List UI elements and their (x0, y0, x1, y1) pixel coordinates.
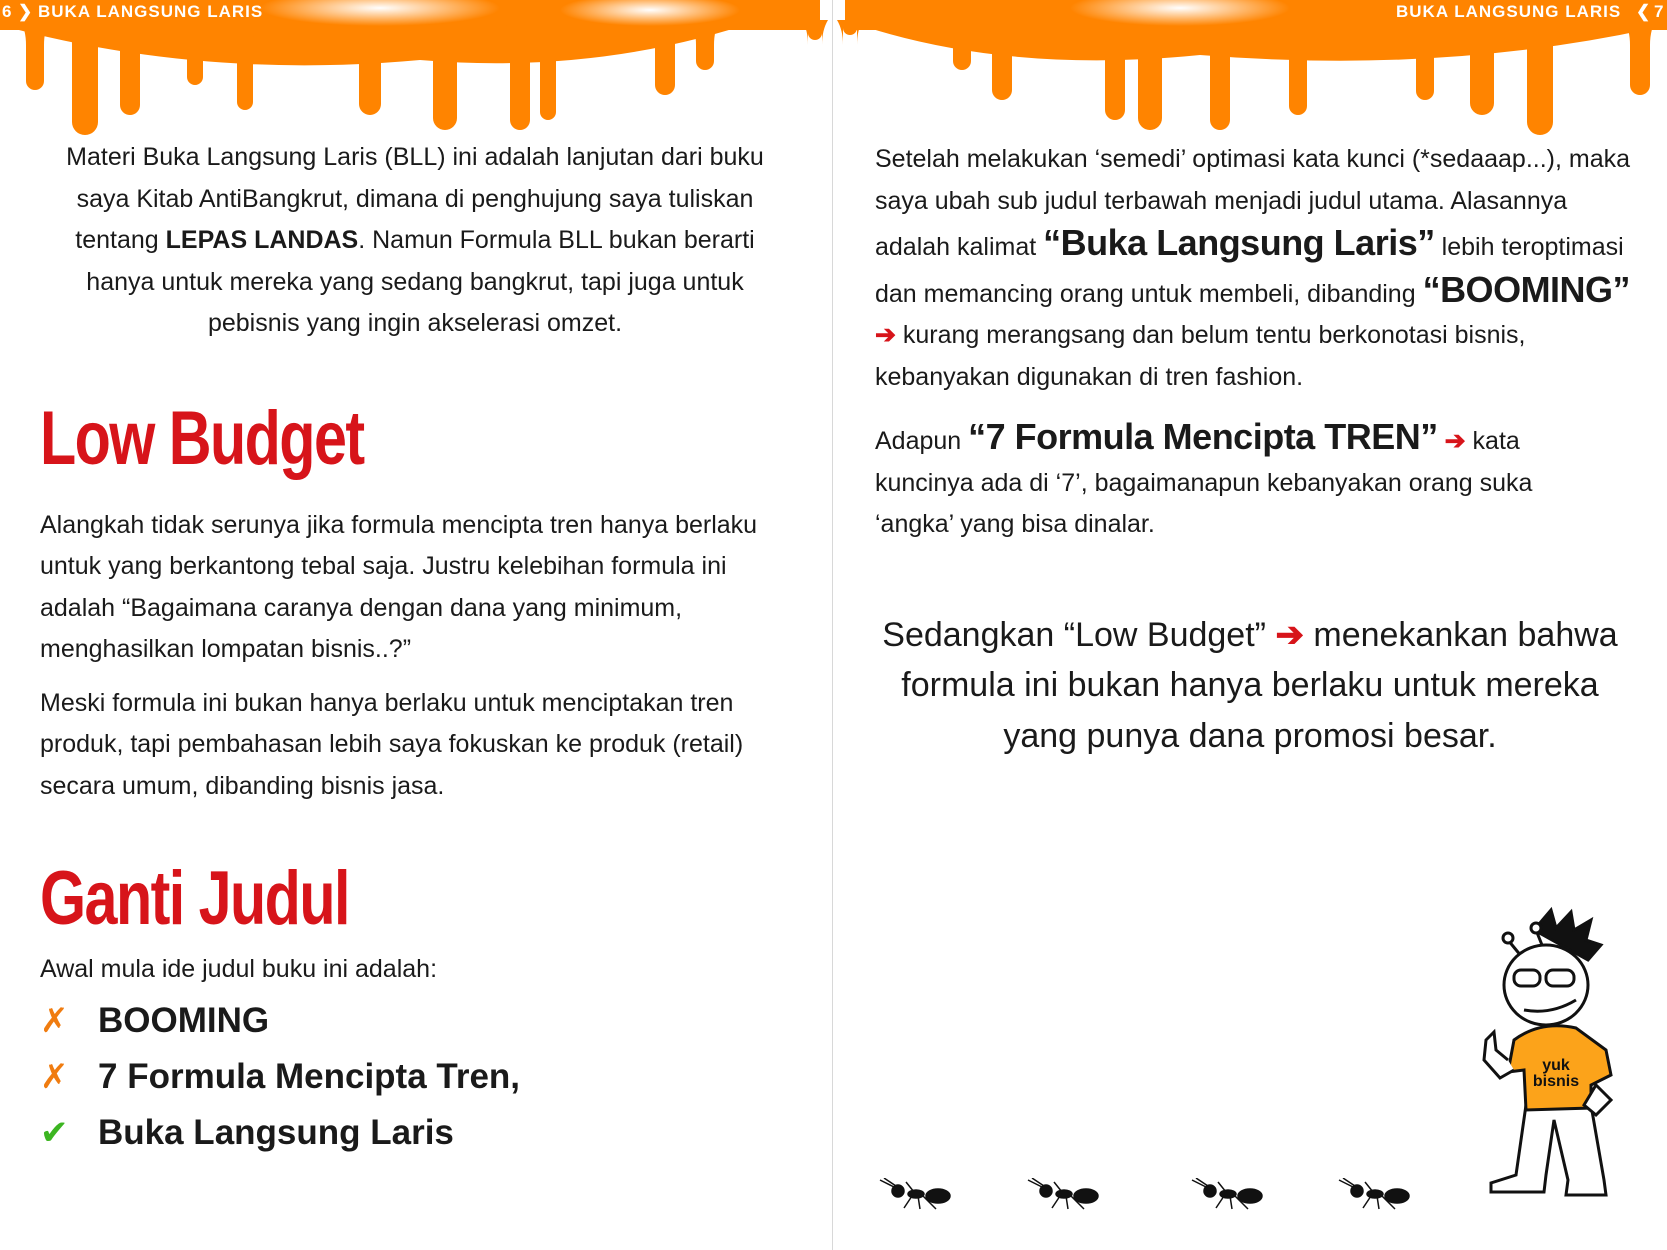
arrow-right-icon: ➔ (1444, 427, 1466, 455)
right-page (875, 139, 1645, 761)
text: kata kuncinya ada di ‘7’, bagaimanapun kebanyakan orang suka ‘angka’ yang bisa dinalar. (875, 427, 1533, 538)
drip-shape (1464, 20, 1500, 115)
drip-shape (1521, 20, 1559, 135)
list-item (40, 1049, 800, 1105)
title-options-list (40, 993, 800, 1161)
running-title-right: BUKA LANGSUNG LARIS (1396, 2, 1622, 21)
drip-shape (802, 20, 828, 45)
page-number-right: 7 (1654, 2, 1665, 21)
list-intro: Awal mula ide judul buku ini adalah: (40, 955, 438, 983)
drip-shape (690, 20, 720, 70)
cross-icon: ✗ (40, 1056, 69, 1097)
intro-text-2: . Namun Formula BLL bukan berarti hanya untuk mereka yang sedang bangkrut, tapi juga untuk pebisnis yang ingin akselerasi omzet. (86, 226, 755, 337)
ant-icon (1188, 1178, 1268, 1210)
chevron-left-icon: ❮ (1636, 2, 1652, 21)
low-budget-callout (865, 610, 1635, 762)
intro-text: Materi Buka Langsung Laris (BLL) ini adalah lanjutan dari buku saya Kitab AntiBangkrut, dimana di penghujung saya tuliskan tentang (66, 143, 764, 254)
check-icon: ✔ (40, 1112, 69, 1153)
mascot-shirt-text-2: bisnis (1532, 1073, 1580, 1090)
list-item (40, 993, 800, 1049)
text: lebih teroptimasi dan memancing orang untuk membeli, dibanding (875, 233, 1624, 308)
drip-shape (837, 20, 863, 45)
bold-phrase: “Buka Langsung Laris” (1043, 222, 1435, 263)
ant-icon (876, 1178, 956, 1210)
bold-phrase: “7 Formula Mencipta TREN” (968, 416, 1438, 457)
heading-low-budget: Low Budget (40, 395, 364, 481)
text: Sedangkan “Low Budget” (882, 615, 1276, 654)
arrow-right-icon: ➔ (1275, 615, 1304, 654)
list-item-text: 7 Formula Mencipta Tren, (98, 1056, 521, 1096)
optimization-paragraph (875, 139, 1635, 398)
cross-icon: ✗ (40, 1000, 69, 1041)
page-number-left: 6 (2, 2, 13, 21)
list-item (40, 1105, 800, 1161)
text: Adapun (875, 427, 969, 455)
low-budget-paragraph: Alangkah tidak serunya jika formula mencipta tren hanya berlaku untuk yang berkantong tebal saja. Justru kelebihan formula ini adalah “Bagaimana caranya dengan dana yang minimum, menghasilkan lompatan bisnis..?” (40, 510, 758, 663)
page-fold (832, 0, 833, 1250)
drip-shape (1624, 20, 1656, 95)
left-page (40, 137, 800, 1161)
bold-phrase: “BOOMING” (1422, 268, 1631, 310)
text: menekankan bahwa formula ini bukan hanya berlaku untuk mereka yang punya dana promosi besar. (901, 615, 1618, 755)
formula-paragraph (875, 416, 1575, 546)
ant-icon (1335, 1178, 1415, 1210)
drip-shape (66, 20, 104, 135)
heading-ganti-judul: Ganti Judul (40, 856, 349, 941)
arrow-right-icon: ➔ (875, 321, 896, 349)
drip-shape (649, 20, 681, 95)
intro-paragraph (40, 137, 790, 345)
drip-shape (986, 20, 1018, 100)
retail-paragraph: Meski formula ini bukan hanya berlaku untuk menciptakan tren produk, tapi pembahasan lebih saya fokuskan ke produk (retail) secara umum, dibanding bisnis jasa. (40, 688, 744, 800)
orange-drip-header (0, 0, 1667, 150)
mascot-shirt-text: yuk (1542, 1057, 1570, 1074)
list-item-text: BOOMING (98, 1000, 270, 1040)
running-title-left: BUKA LANGSUNG LARIS (38, 2, 264, 21)
intro-bold: LEPAS LANDAS (165, 226, 359, 254)
drip-shape (20, 20, 50, 90)
ant-icon (1024, 1178, 1104, 1210)
chevron-right-icon: ❯ (18, 2, 34, 21)
mascot-illustration (1456, 900, 1636, 1205)
text: Setelah melakukan ‘semedi’ optimasi kata kunci (*sedaaap...), maka saya ubah sub judul terbawah menjadi judul utama. Alasannya adalah kalimat (875, 145, 1631, 261)
text: kurang merangsang dan belum tentu berkonotasi bisnis, kebanyakan digunakan di tren fashion. (875, 321, 1526, 391)
list-item-text: Buka Langsung Laris (98, 1112, 454, 1152)
